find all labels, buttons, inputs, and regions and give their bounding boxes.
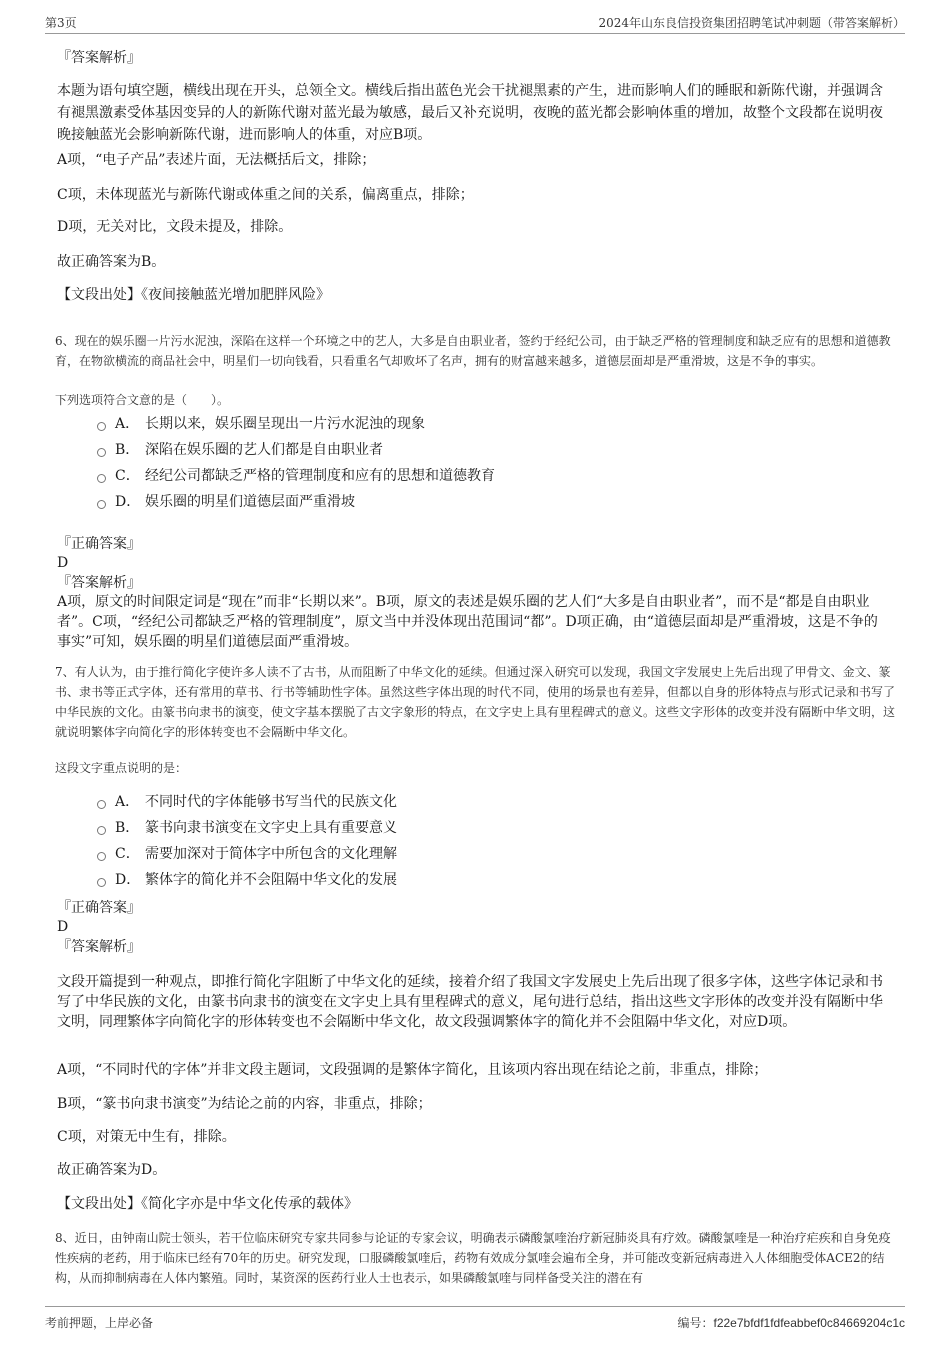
option-c[interactable]: C． 需要加深对于简体字中所包含的文化理解 — [97, 844, 397, 864]
question-6-prompt: 下列选项符合文意的是（ ）。 — [55, 393, 230, 407]
radio-icon[interactable] — [97, 422, 106, 431]
option-a[interactable]: A． 长期以来，娱乐圈呈现出一片污水泥浊的现象 — [97, 414, 425, 434]
radio-icon[interactable] — [97, 800, 106, 809]
document-code: 编号：f22e7bfdf1fdfeabbef0c84669204c1c — [677, 1316, 905, 1330]
page-footer — [45, 1306, 905, 1332]
page-number: 第3页 — [45, 16, 77, 30]
option-d[interactable]: D． 娱乐圈的明星们道德层面严重滑坡 — [97, 492, 355, 512]
question-7-prompt: 这段文字重点说明的是： — [55, 761, 188, 775]
analysis-line-c: C项，对策无中生有，排除。 — [57, 1129, 236, 1145]
source-citation: 【文段出处】《夜间接触蓝光增加肥胖风险》 — [57, 287, 330, 303]
analysis-heading: 『答案解析』 — [57, 939, 141, 955]
radio-icon[interactable] — [97, 878, 106, 887]
answer-heading: 『正确答案』 — [57, 536, 141, 552]
analysis-line-c: C项，未体现蓝光与新陈代谢或体重之间的关系，偏离重点，排除； — [57, 187, 474, 203]
page-header — [45, 10, 905, 34]
radio-icon[interactable] — [97, 474, 106, 483]
analysis-line-d: D项，无关对比，文段未提及，排除。 — [57, 219, 293, 235]
document-title: 2024年山东良信投资集团招聘笔试冲刺题（带答案解析） — [598, 16, 905, 30]
answer-value: D — [57, 555, 69, 571]
option-b[interactable]: B． 深陷在娱乐圈的艺人们都是自由职业者 — [97, 440, 383, 460]
question-7-stem: 7、有人认为，由于推行简化字使许多人读不了古书，从而阻断了中华文化的延续。但通过深入研究可以发现，我国文字发展史上先后出现了甲骨文、金文、篆书、隶书等正式字体，还有常用的草书、行书等辅助性字体。虽然这些字体出现的时代不同，使用的场景也有差异，但都以自身的形体特点与形式记录和书写了中华民族的文化。由篆书向隶书的演变，使文字基本摆脱了古文字象形的特点，在文字史上具有里程碑式的意义。这些文字形体的改变并没有隔断中华文明，这就说明繁体字向简化字的形体转变也不会隔断中华文化。 — [55, 665, 896, 739]
option-b[interactable]: B． 篆书向隶书演变在文字史上具有重要意义 — [97, 818, 397, 838]
source-citation: 【文段出处】《简化字亦是中华文化传承的载体》 — [57, 1196, 358, 1212]
analysis-heading: 『答案解析』 — [57, 50, 141, 66]
analysis-heading: 『答案解析』 — [57, 575, 141, 591]
analysis-line-a: A项，“电子产品”表述片面，无法概括后文，排除； — [57, 152, 376, 168]
conclusion: 故正确答案为B。 — [57, 254, 166, 270]
answer-heading: 『正确答案』 — [57, 900, 141, 916]
question-8-stem: 8、近日，由钟南山院士领头，若干位临床研究专家共同参与论证的专家会议，明确表示磷酸氯喹治疗新冠肺炎具有疗效。磷酸氯喹是一种治疗疟疾和自身免疫性疾病的老药，用于临床已经有70年的历史。研究发现，口服磷酸氯喹后，药物有效成分氯喹会遍布全身，并可能改变新冠病毒进入人体细胞受体ACE2的结构，从而抑制病毒在人体内繁殖。同时，某资深的医药行业人士也表示，如果磷酸氯喹与同样备受关注的潜在有 — [55, 1231, 891, 1285]
analysis-paragraph: 本题为语句填空题，横线出现在开头，总领全文。横线后指出蓝色光会干扰褪黑素的产生，进而影响人们的睡眠和新陈代谢，并强调含有褪黑激素受体基因变异的人的新陈代谢对蓝光最为敏感，最后又补充说明，夜晚的蓝光都会影响体重的增加，故整个文段都在说明夜晚接触蓝光会影响新陈代谢，进而影响人的体重，对应B项。 — [57, 83, 883, 143]
analysis-line-b: B项，“篆书向隶书演变”为结论之前的内容，非重点，排除； — [57, 1096, 432, 1112]
radio-icon[interactable] — [97, 826, 106, 835]
radio-icon[interactable] — [97, 500, 106, 509]
conclusion: 故正确答案为D。 — [57, 1162, 167, 1178]
radio-icon[interactable] — [97, 852, 106, 861]
question-6-stem: 6、现在的娱乐圈一片污水泥浊，深陷在这样一个环境之中的艺人，大多是自由职业者，签约于经纪公司，由于缺乏严格的管理制度和缺乏应有的思想和道德教育，在物欲横流的商品社会中，明星们一切向钱看，只看重名气却败坏了名声，拥有的财富越来越多，道德层面却是严重滑坡，这是不争的事实。 — [55, 334, 891, 368]
radio-icon[interactable] — [97, 448, 106, 457]
analysis-paragraph: 文段开篇提到一种观点，即推行简化字阻断了中华文化的延续，接着介绍了我国文字发展史上先后出现了很多字体，这些字体记录和书写了中华民族的文化，由篆书向隶书的演变在文字史上具有里程碑式的意义，尾句进行总结，指出这些文字形体的改变并没有隔断中华文明，同理繁体字向简化字的形体转变也不会隔断中华文化，故文段强调繁体字的简化并不会阻隔中华文化，对应D项。 — [57, 974, 883, 1030]
option-d[interactable]: D． 繁体字的简化并不会阻隔中华文化的发展 — [97, 870, 397, 890]
answer-value: D — [57, 919, 69, 935]
footer-slogan: 考前押题，上岸必备 — [45, 1316, 154, 1330]
option-a[interactable]: A． 不同时代的字体能够书写当代的民族文化 — [97, 792, 397, 812]
analysis-line-a: A项，“不同时代的字体”并非文段主题词，文段强调的是繁体字简化，且该项内容出现在结论之前，非重点，排除； — [57, 1062, 768, 1078]
analysis-paragraph: A项，原文的时间限定词是“现在”而非“长期以来”。B项，原文的表述是娱乐圈的艺人们“大多是自由职业者”，而不是“都是自由职业者”。C项，“经纪公司都缺乏严格的管理制度”，原文当中并没体现出范围词“都”。D项正确，由“道德层面却是严重滑坡，这是不争的事实”可知，娱乐圈的明星们道德层面严重滑坡。 — [57, 594, 878, 650]
option-c[interactable]: C． 经纪公司都缺乏严格的管理制度和应有的思想和道德教育 — [97, 466, 495, 486]
